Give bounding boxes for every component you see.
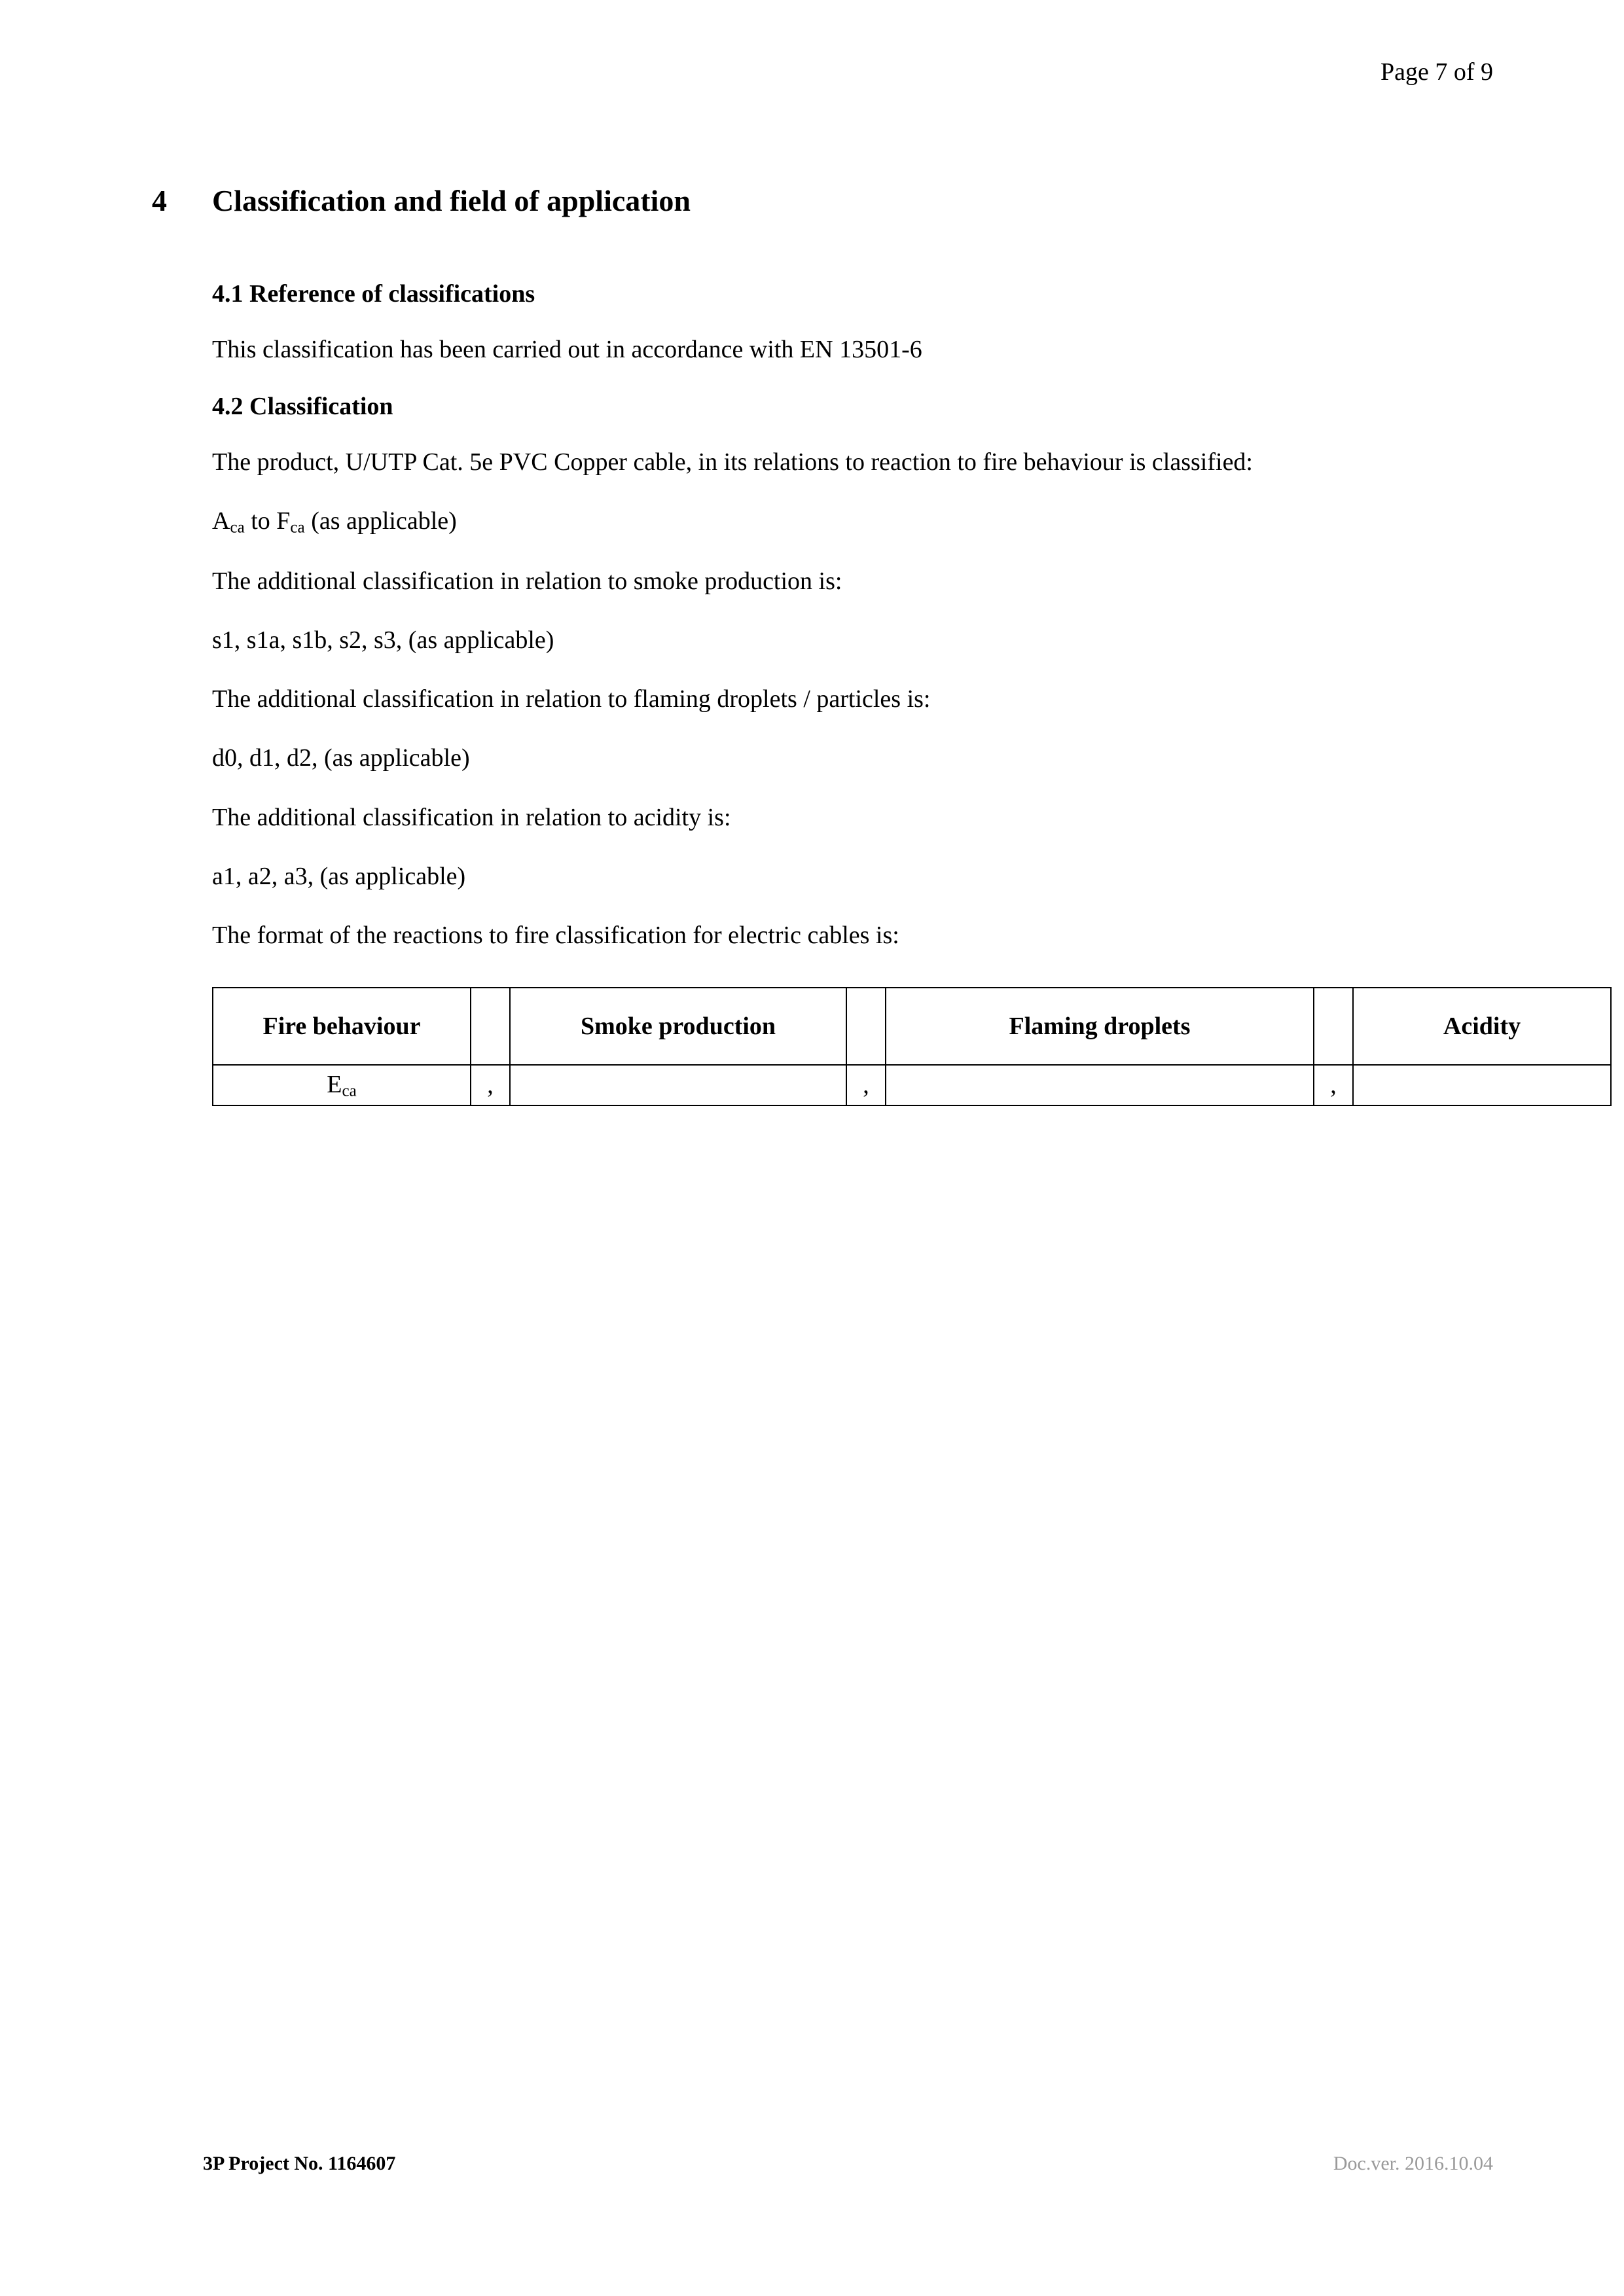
header-fire-behaviour: Fire behaviour [213, 988, 471, 1065]
header-separator-2 [846, 988, 886, 1065]
cell-separator-2: , [846, 1065, 886, 1105]
cell-separator-3: , [1314, 1065, 1353, 1105]
class-range-suffix: (as applicable) [304, 507, 457, 535]
footer-project-number: 3P Project No. 1164607 [203, 2153, 396, 2174]
acidity-values-paragraph: a1, a2, a3, (as applicable) [212, 862, 466, 890]
footer-doc-version: Doc.ver. 2016.10.04 [1333, 2153, 1493, 2174]
reference-paragraph: This classification has been carried out in accordance with EN 13501-6 [212, 336, 922, 363]
document-content [152, 183, 1521, 1106]
subsection-heading-reference: 4.1 Reference of classifications [212, 280, 535, 308]
smoke-values-paragraph: s1, s1a, s1b, s2, s3, (as applicable) [212, 626, 554, 655]
page-indicator: Page 7 of 9 [1380, 58, 1493, 86]
cell-fire-behaviour-text: E [327, 1070, 342, 1098]
format-intro-paragraph: The format of the reactions to fire classification for electric cables is: [212, 921, 899, 949]
droplets-values-paragraph: d0, d1, d2, (as applicable) [212, 744, 470, 772]
smoke-intro-paragraph: The additional classification in relation to smoke production is: [212, 567, 842, 595]
section-heading [152, 183, 1474, 218]
subsection-heading-classification: 4.2 Classification [212, 393, 393, 421]
cell-acidity [1353, 1065, 1611, 1105]
class-range-prefix-sub: ca [230, 518, 245, 537]
header-smoke-production: Smoke production [510, 988, 846, 1065]
class-range-mid-sub: ca [290, 518, 305, 537]
header-acidity: Acidity [1353, 988, 1611, 1065]
page-footer [203, 2153, 1493, 2175]
section-number: 4 [152, 184, 167, 217]
acidity-intro-paragraph: The additional classification in relation to acidity is: [212, 803, 731, 831]
header-flaming-droplets: Flaming droplets [886, 988, 1314, 1065]
table-row [213, 1065, 1611, 1105]
class-range-line [212, 505, 1474, 539]
cell-separator-1: , [471, 1065, 510, 1105]
cell-fire-behaviour-sub: ca [342, 1082, 357, 1100]
header-separator-3 [1314, 988, 1353, 1065]
section-body [212, 279, 1521, 1106]
cell-smoke-production [510, 1065, 846, 1105]
cell-flaming-droplets [886, 1065, 1314, 1105]
droplets-intro-paragraph: The additional classification in relation to flaming droplets / particles is: [212, 685, 931, 713]
class-range-mid: to F [244, 507, 291, 535]
header-separator-1 [471, 988, 510, 1065]
class-range-prefix: A [212, 507, 230, 535]
cell-fire-behaviour [213, 1065, 471, 1105]
section-title-text: Classification and field of application [212, 184, 691, 217]
classification-intro-paragraph: The product, U/UTP Cat. 5e PVC Copper cable, in its relations to reaction to fire behaviour is classified: [212, 448, 1253, 476]
classification-format-table [212, 987, 1612, 1106]
table-header-row [213, 988, 1611, 1065]
